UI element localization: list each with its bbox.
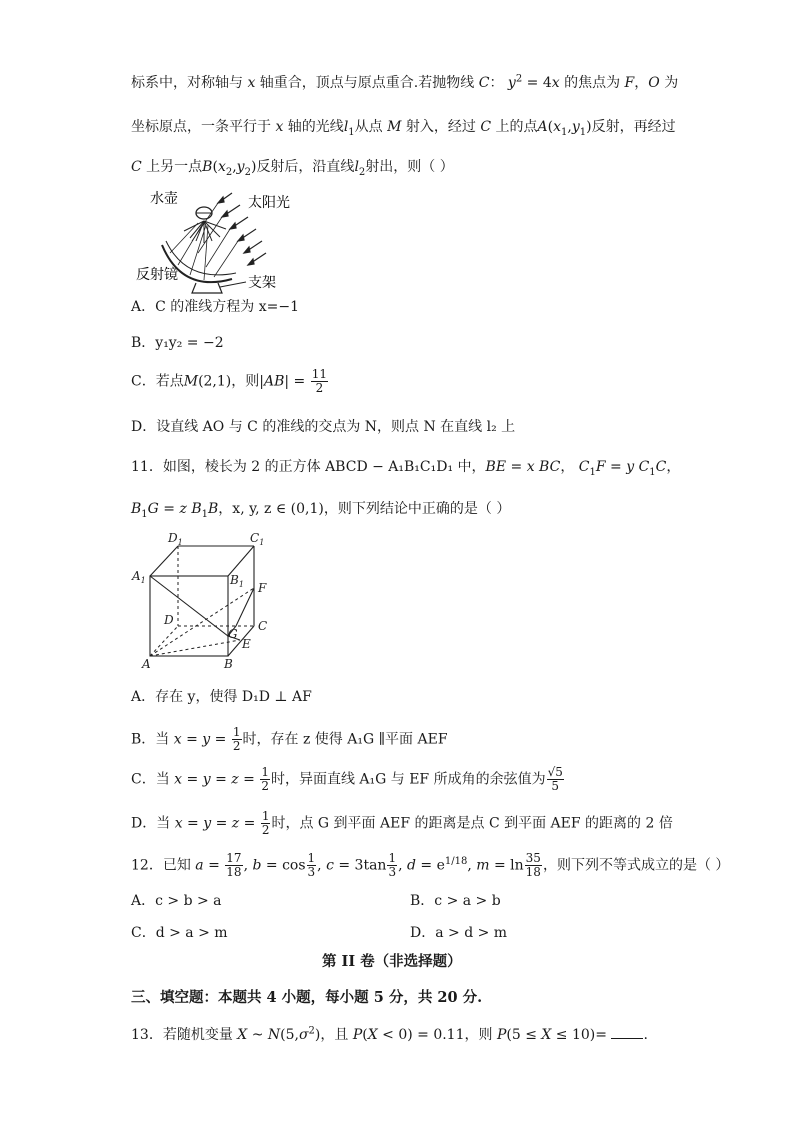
cube-label-a1: $A_1$: [132, 569, 146, 585]
q10-option-d: D．设直线 AO 与 C 的准线的交点为 N，则点 N 在直线 l₂ 上: [131, 419, 516, 435]
label-kettle: 水壶: [150, 190, 178, 206]
q11-option-d: D．当 x = y = z = $\frac{1}{2}$ 时，点 G 到平面 AEF 的距离是点 C 到平面 AEF 的距离的 2 倍: [131, 809, 673, 837]
cube-label-a: A: [142, 657, 151, 670]
section-2-title: 第 II 卷（非选择题）: [322, 953, 462, 970]
label-mirror: 反射镜: [136, 266, 178, 282]
q10-stem-line-1: 标系中，对称轴与 x 轴重合，顶点与原点重合.若抛物线 C： $y^2 = 4x$ 的焦点为 F，O 为: [131, 73, 679, 91]
q12-option-c: C．d > a > m: [131, 925, 228, 941]
q11-stem-line-1: 11．如图，棱长为 2 的正方体 ABCD − A₁B₁C₁D₁ 中，BE = x BC， $C_1F = y$ $C_1C$，: [131, 459, 681, 478]
cube-label-d: D: [164, 613, 174, 627]
q10-option-b: B．y₁y₂ = −2: [131, 335, 224, 351]
cube-label-d1: $D_1$: [168, 531, 183, 547]
solar-cooker-figure: [132, 183, 312, 295]
q13-answer-blank[interactable]: [611, 1028, 643, 1039]
q10-stem-line-2: 坐标原点，一条平行于 x 轴的光线$l_1$从点 M 射入，经过 C 上的点$A(x_1,y_1)$反射，再经过: [131, 119, 676, 138]
section-3-title: 三、填空题：本题共 4 小题，每小题 5 分，共 20 分.: [131, 989, 483, 1006]
label-sunlight: 太阳光: [248, 194, 290, 210]
q12-option-b: B．c > a > b: [410, 893, 501, 909]
cube-figure: [130, 530, 280, 670]
cube-label-b: B: [224, 657, 233, 670]
q11-option-a: A．存在 y，使得 D₁D ⊥ AF: [131, 689, 312, 705]
q10-stem-line-3: C 上另一点$B(x_2,y_2)$反射后，沿直线$l_2$射出，则（ ）: [131, 159, 454, 178]
q10-option-c: C．若点M(2,1)，则|AB| = $\frac{11}{2}$: [131, 367, 328, 395]
cube-label-c1: $C_1$: [250, 531, 265, 547]
q13-stem: 13．若随机变量 X ~ $N(5,\sigma^2)$，且 P(X < 0) = 0.11，则 P(5 ≤ X ≤ 10)= .: [131, 1025, 648, 1043]
cube-label-b1: $B_1$: [230, 573, 244, 589]
label-stand: 支架: [248, 274, 276, 290]
q11-option-b: B．当 x = y = $\frac{1}{2}$ 时，存在 z 使得 A₁G ∥平面 AEF: [131, 725, 448, 753]
q12-stem: 12．已知 a = $\frac{17}{18}$ , b = cos $\frac{1}{3}$ , c = 3tan $\frac{1}{3}$ , $d = e^{1/18}$, m = ln $\frac{35}{18}$ ，则下列不等式成立的是（ ）: [131, 851, 730, 879]
q11-option-c: C．当 x = y = z = $\frac{1}{2}$ 时，异面直线 A₁G 与 EF 所成角的余弦值为 $\frac{√5}{5}$: [131, 765, 563, 793]
cube-label-e: E: [242, 637, 251, 651]
q12-option-d: D．a > d > m: [410, 925, 508, 941]
q12-option-a: A．c > b > a: [131, 893, 222, 909]
q10-option-a: A．C 的准线方程为 x=−1: [131, 299, 299, 315]
cube-label-c: C: [258, 619, 268, 633]
cube-label-g: G: [228, 627, 238, 641]
q11-stem-line-2: $B_1G = z$ $B_1B$，x, y, z ∈ (0,1)，则下列结论中正确的是（ ）: [131, 501, 511, 520]
cube-label-f: F: [258, 581, 267, 595]
